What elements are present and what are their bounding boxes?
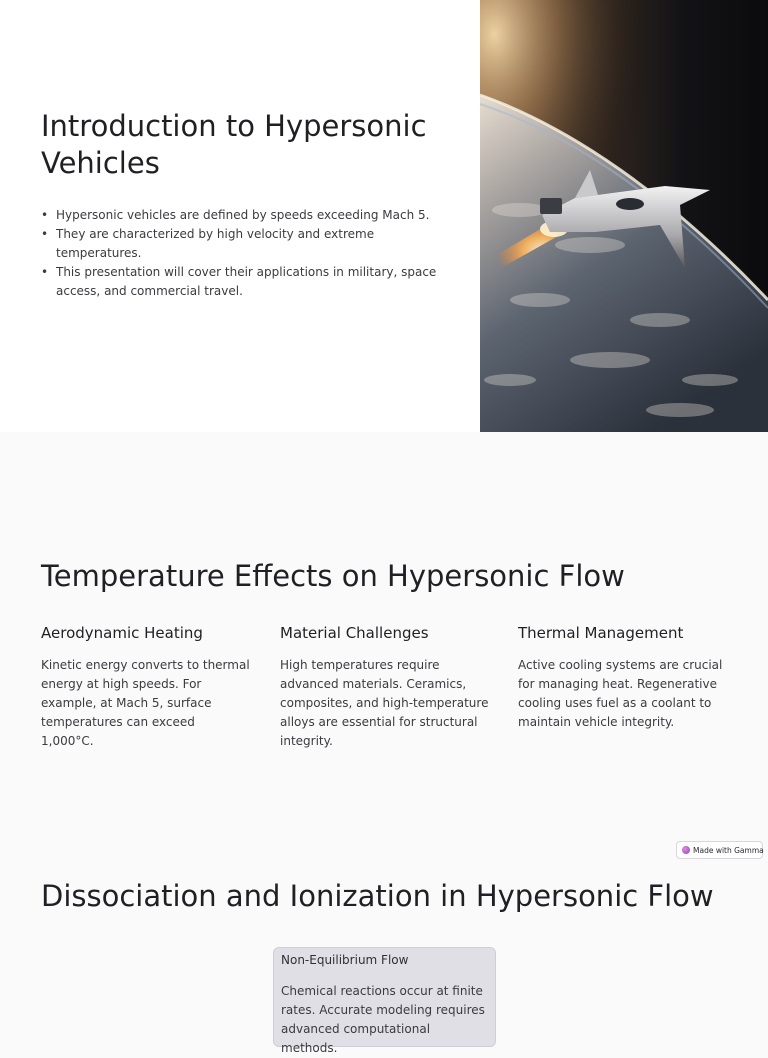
column-body: Kinetic energy converts to thermal energy at high speeds. For example, at Mach 5, surface temperatures can exceed 1,000°C.	[41, 658, 250, 748]
gamma-logo-icon	[682, 846, 690, 854]
column-title: Thermal Management	[518, 624, 684, 642]
hero-image	[480, 0, 768, 432]
slide-temperature-effects	[0, 432, 768, 844]
column-aerodynamic-heating	[41, 624, 251, 751]
intro-bullet-list	[41, 206, 451, 301]
slide-introduction	[0, 0, 768, 432]
card-body: Chemical reactions occur at finite rates. Accurate modeling requires advanced computational methods.	[281, 984, 485, 1055]
card-non-equilibrium-flow	[273, 947, 496, 1055]
column-title: Material Challenges	[280, 624, 429, 642]
card-title: Non-Equilibrium Flow	[281, 953, 409, 967]
column-thermal-management	[518, 624, 728, 732]
intro-text-block	[41, 108, 451, 301]
intro-title: Introduction to Hypersonic Vehicles	[41, 109, 427, 180]
column-body: High temperatures require advanced materials. Ceramics, composites, and high-temperature alloys are essential for structural integrity.	[280, 658, 489, 748]
column-body: Active cooling systems are crucial for managing heat. Regenerative cooling uses fuel as a coolant to maintain vehicle integrity.	[518, 658, 723, 729]
intro-bullet: • They are characterized by high velocity and extreme temperatures.	[41, 225, 451, 263]
intro-bullet: • Hypersonic vehicles are defined by speeds exceeding Mach 5.	[41, 206, 451, 225]
made-with-gamma-badge[interactable]	[676, 841, 763, 859]
column-title: Aerodynamic Heating	[41, 624, 203, 642]
intro-bullet: • This presentation will cover their applications in military, space access, and commercial travel.	[41, 263, 451, 301]
spaceplane-earth-image	[480, 0, 768, 432]
dissociation-title: Dissociation and Ionization in Hypersonic Flow	[41, 879, 714, 913]
column-material-challenges	[280, 624, 490, 751]
badge-label: Made with Gamma	[693, 845, 764, 855]
temperature-title: Temperature Effects on Hypersonic Flow	[41, 559, 625, 593]
